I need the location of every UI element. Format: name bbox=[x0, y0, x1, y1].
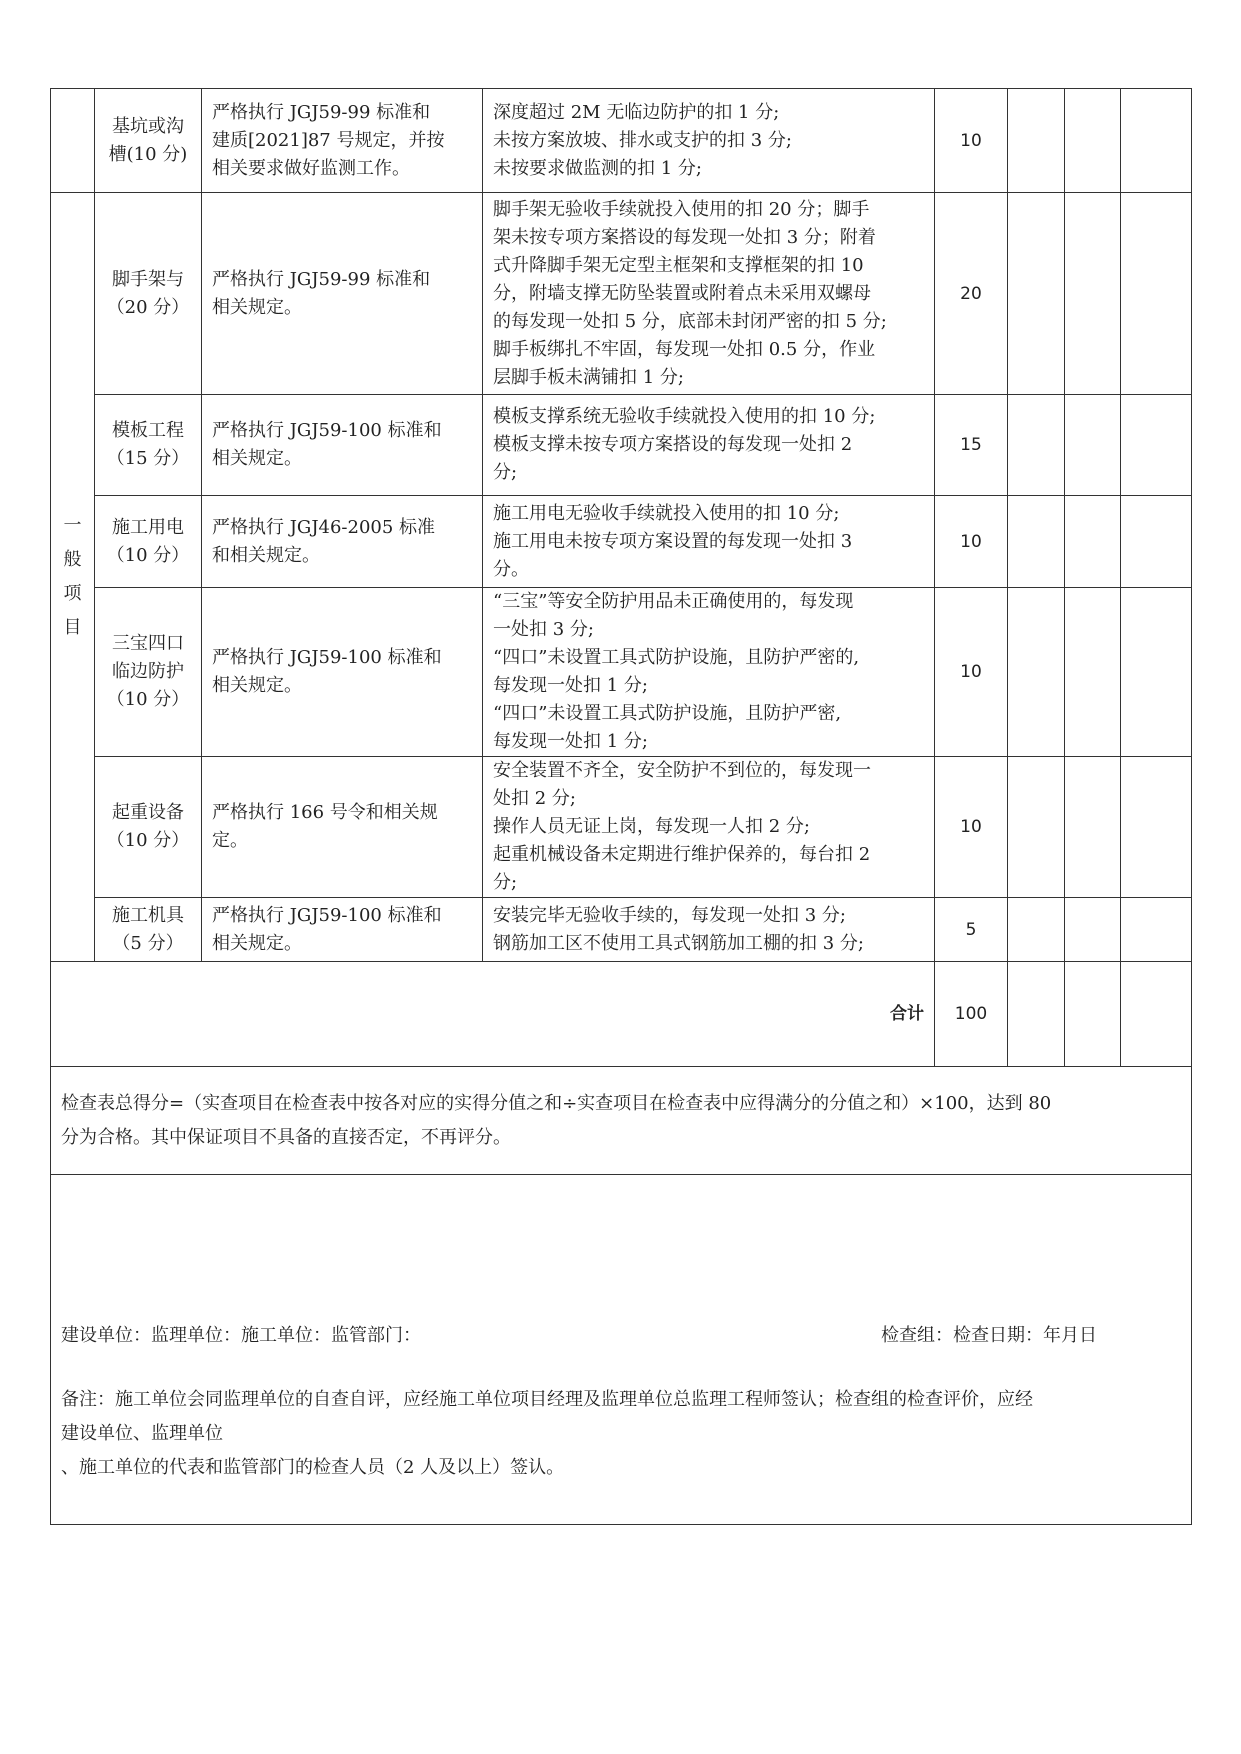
category-cell-blank bbox=[51, 89, 95, 193]
table-row bbox=[51, 757, 1192, 898]
signoff-row bbox=[51, 1175, 1192, 1525]
deduction-criteria-line: 深度超过 2M 无临边防护的扣 1 分; bbox=[493, 101, 780, 123]
full-score: 10 bbox=[935, 496, 1008, 588]
table-row bbox=[51, 898, 1192, 962]
check-item-line: 模板工程 bbox=[112, 420, 184, 441]
deduction-criteria bbox=[483, 898, 935, 962]
remark-line: 备注：施工单位会同监理单位的自查自评，应经施工单位项目经理及监理单位总监理工程师签认；检查组的检查评价，应经 bbox=[61, 1388, 1033, 1410]
check-item-line: （10 分） bbox=[106, 689, 190, 710]
score-cell-blank bbox=[1065, 757, 1121, 898]
check-item bbox=[95, 898, 202, 962]
score-cell-blank bbox=[1121, 757, 1192, 898]
deduction-criteria-line: 式升降脚手架无定型主框架和支撑框架的扣 10 bbox=[493, 254, 864, 276]
check-item-line: 临边防护 bbox=[112, 661, 184, 682]
full-score: 5 bbox=[935, 898, 1008, 962]
check-item-line: 施工用电 bbox=[112, 516, 184, 538]
check-standard-line: 严格执行 JGJ46-2005 标准 bbox=[212, 516, 436, 538]
check-item bbox=[95, 757, 202, 898]
remark-line: 建设单位、监理单位 bbox=[61, 1422, 223, 1444]
deduction-criteria-line: 安装完毕无验收手续的，每发现一处扣 3 分; bbox=[493, 904, 846, 926]
deduction-criteria-line: “三宝”等安全防护用品未正确使用的，每发现 bbox=[493, 591, 854, 612]
table-row bbox=[51, 588, 1192, 757]
check-standard-line: 和相关规定。 bbox=[212, 544, 320, 566]
deduction-criteria-line: 层脚手板未满铺扣 1 分; bbox=[493, 366, 684, 388]
table-row bbox=[51, 496, 1192, 588]
full-score: 10 bbox=[935, 757, 1008, 898]
inspection-table bbox=[50, 88, 1192, 1525]
deduction-criteria-line: 施工用电无验收手续就投入使用的扣 10 分; bbox=[493, 502, 840, 524]
check-standard-line: 严格执行 JGJ59-100 标准和 bbox=[212, 904, 442, 926]
check-item-line: （10 分） bbox=[106, 830, 190, 851]
check-standard-line: 严格执行 JGJ59-99 标准和 bbox=[212, 101, 431, 123]
check-standard bbox=[202, 193, 483, 395]
total-score: 100 bbox=[935, 962, 1008, 1067]
deduction-criteria-line: 的每发现一处扣 5 分，底部未封闭严密的扣 5 分; bbox=[493, 310, 887, 332]
deduction-criteria-line: 未按方案放坡、排水或支护的扣 3 分; bbox=[493, 129, 792, 151]
category-char: 项 bbox=[63, 583, 82, 604]
check-item-line: （20 分） bbox=[106, 296, 190, 318]
score-cell-blank bbox=[1121, 588, 1192, 757]
full-score: 10 bbox=[935, 89, 1008, 193]
check-standard bbox=[202, 395, 483, 496]
score-cell-blank bbox=[1065, 89, 1121, 193]
check-item bbox=[95, 89, 202, 193]
total-row bbox=[51, 962, 1192, 1067]
deduction-criteria bbox=[483, 757, 935, 898]
deduction-criteria-line: 一处扣 3 分; bbox=[493, 619, 594, 640]
deduction-criteria-line: 安全装置不齐全，安全防护不到位的，每发现一 bbox=[493, 760, 871, 781]
deduction-criteria bbox=[483, 588, 935, 757]
score-cell-blank bbox=[1065, 193, 1121, 395]
check-standard-line: 相关规定。 bbox=[212, 932, 302, 954]
deduction-criteria-line: 分; bbox=[493, 872, 518, 893]
check-item bbox=[95, 395, 202, 496]
table-row bbox=[51, 395, 1192, 496]
score-cell-blank bbox=[1008, 496, 1065, 588]
check-item-line: 三宝四口 bbox=[112, 633, 184, 654]
check-item-line: 槽(10 分) bbox=[108, 143, 188, 165]
check-standard bbox=[202, 89, 483, 193]
deduction-criteria-line: 每发现一处扣 1 分; bbox=[493, 675, 648, 696]
check-item-line: （10 分） bbox=[106, 544, 190, 566]
check-item-line: （5 分） bbox=[112, 932, 184, 954]
score-cell-blank bbox=[1121, 89, 1192, 193]
deduction-criteria bbox=[483, 193, 935, 395]
score-cell-blank bbox=[1008, 962, 1065, 1067]
check-standard bbox=[202, 757, 483, 898]
score-cell-blank bbox=[1121, 395, 1192, 496]
check-item-line: 基坑或沟 bbox=[112, 115, 184, 137]
note-line: 分为合格。其中保证项目不具备的直接否定，不再评分。 bbox=[61, 1126, 511, 1148]
check-standard-line: 严格执行 166 号令和相关规 bbox=[212, 802, 438, 823]
category-label bbox=[64, 509, 82, 645]
check-item-line: 脚手架与 bbox=[112, 268, 184, 290]
check-standard bbox=[202, 588, 483, 757]
remark-line: 、施工单位的代表和监管部门的检查人员（2 人及以上）签认。 bbox=[61, 1456, 565, 1478]
score-cell-blank bbox=[1008, 193, 1065, 395]
category-char: 一 bbox=[63, 515, 82, 536]
deduction-criteria-line: 模板支撑未按专项方案搭设的每发现一处扣 2 bbox=[493, 434, 853, 455]
check-standard-line: 建质[2021]87 号规定，并按 bbox=[212, 129, 445, 151]
deduction-criteria-line: 脚手架无验收手续就投入使用的扣 20 分；脚手 bbox=[493, 198, 870, 220]
full-score: 15 bbox=[935, 395, 1008, 496]
inspection-group-date: 检查组：检查日期：年月日 bbox=[881, 1324, 1097, 1346]
score-cell-blank bbox=[1121, 193, 1192, 395]
category-char: 目 bbox=[63, 617, 82, 638]
table-row bbox=[51, 193, 1192, 395]
note-row bbox=[51, 1067, 1192, 1175]
check-standard bbox=[202, 496, 483, 588]
deduction-criteria bbox=[483, 395, 935, 496]
score-cell-blank bbox=[1065, 588, 1121, 757]
full-score: 10 bbox=[935, 588, 1008, 757]
deduction-criteria-line: 分; bbox=[493, 462, 518, 483]
check-item bbox=[95, 588, 202, 757]
deduction-criteria-line: 处扣 2 分; bbox=[493, 788, 576, 809]
deduction-criteria bbox=[483, 496, 935, 588]
check-item-line: （15 分） bbox=[106, 448, 190, 469]
score-cell-blank bbox=[1008, 89, 1065, 193]
check-standard-line: 定。 bbox=[212, 830, 248, 851]
check-item-line: 起重设备 bbox=[112, 802, 184, 823]
score-cell-blank bbox=[1065, 962, 1121, 1067]
deduction-criteria-line: 钢筋加工区不使用工具式钢筋加工棚的扣 3 分; bbox=[493, 932, 864, 954]
deduction-criteria bbox=[483, 89, 935, 193]
check-standard bbox=[202, 898, 483, 962]
score-cell-blank bbox=[1008, 898, 1065, 962]
score-cell-blank bbox=[1008, 395, 1065, 496]
check-item bbox=[95, 193, 202, 395]
units-signature: 建设单位：监理单位：施工单位：监管部门： bbox=[61, 1324, 421, 1346]
signature-line bbox=[61, 1319, 1181, 1353]
score-cell-blank bbox=[1121, 962, 1192, 1067]
deduction-criteria-line: 施工用电未按专项方案设置的每发现一处扣 3 bbox=[493, 530, 853, 552]
category-general-items bbox=[51, 193, 95, 962]
check-standard-line: 严格执行 JGJ59-100 标准和 bbox=[212, 420, 442, 441]
check-standard-line: 相关规定。 bbox=[212, 675, 302, 696]
check-item-line: 施工机具 bbox=[112, 904, 184, 926]
inspection-table-page bbox=[50, 88, 1191, 1525]
check-standard-line: 相关规定。 bbox=[212, 296, 302, 318]
check-standard-line: 相关要求做好监测工作。 bbox=[212, 157, 410, 179]
score-cell-blank bbox=[1008, 588, 1065, 757]
deduction-criteria-line: 分，附墙支撑无防坠装置或附着点未采用双螺母 bbox=[493, 282, 871, 304]
check-standard-line: 严格执行 JGJ59-100 标准和 bbox=[212, 647, 442, 668]
check-standard-line: 相关规定。 bbox=[212, 448, 302, 469]
note-line: 检查表总得分=（实查项目在检查表中按各对应的实得分值之和÷实查项目在检查表中应得满分的分值之和）×100，达到 80 bbox=[61, 1092, 1052, 1114]
deduction-criteria-line: 未按要求做监测的扣 1 分; bbox=[493, 157, 702, 179]
table-row bbox=[51, 89, 1192, 193]
deduction-criteria-line: 架未按专项方案搭设的每发现一处扣 3 分；附着 bbox=[493, 226, 876, 248]
check-item bbox=[95, 496, 202, 588]
deduction-criteria-line: 模板支撑系统无验收手续就投入使用的扣 10 分; bbox=[493, 406, 876, 427]
score-cell-blank bbox=[1008, 757, 1065, 898]
deduction-criteria-line: 起重机械设备未定期进行维护保养的，每台扣 2 bbox=[493, 844, 871, 865]
deduction-criteria-line: 脚手板绑扎不牢固，每发现一处扣 0.5 分，作业 bbox=[493, 338, 876, 360]
deduction-criteria-line: “四口”未设置工具式防护设施，且防护严密, bbox=[493, 703, 842, 724]
score-cell-blank bbox=[1121, 496, 1192, 588]
scoring-note bbox=[51, 1067, 1192, 1175]
total-label: 合计 bbox=[51, 962, 935, 1067]
score-cell-blank bbox=[1065, 898, 1121, 962]
full-score: 20 bbox=[935, 193, 1008, 395]
remark bbox=[61, 1383, 1181, 1485]
deduction-criteria-line: “四口”未设置工具式防护设施，且防护严密的, bbox=[493, 647, 860, 668]
score-cell-blank bbox=[1065, 395, 1121, 496]
category-char: 般 bbox=[63, 549, 82, 570]
signoff-section bbox=[51, 1175, 1192, 1525]
score-cell-blank bbox=[1065, 496, 1121, 588]
score-cell-blank bbox=[1121, 898, 1192, 962]
check-standard-line: 严格执行 JGJ59-99 标准和 bbox=[212, 268, 431, 290]
deduction-criteria-line: 分。 bbox=[493, 558, 529, 580]
deduction-criteria-line: 操作人员无证上岗，每发现一人扣 2 分; bbox=[493, 816, 810, 837]
deduction-criteria-line: 每发现一处扣 1 分; bbox=[493, 731, 648, 752]
